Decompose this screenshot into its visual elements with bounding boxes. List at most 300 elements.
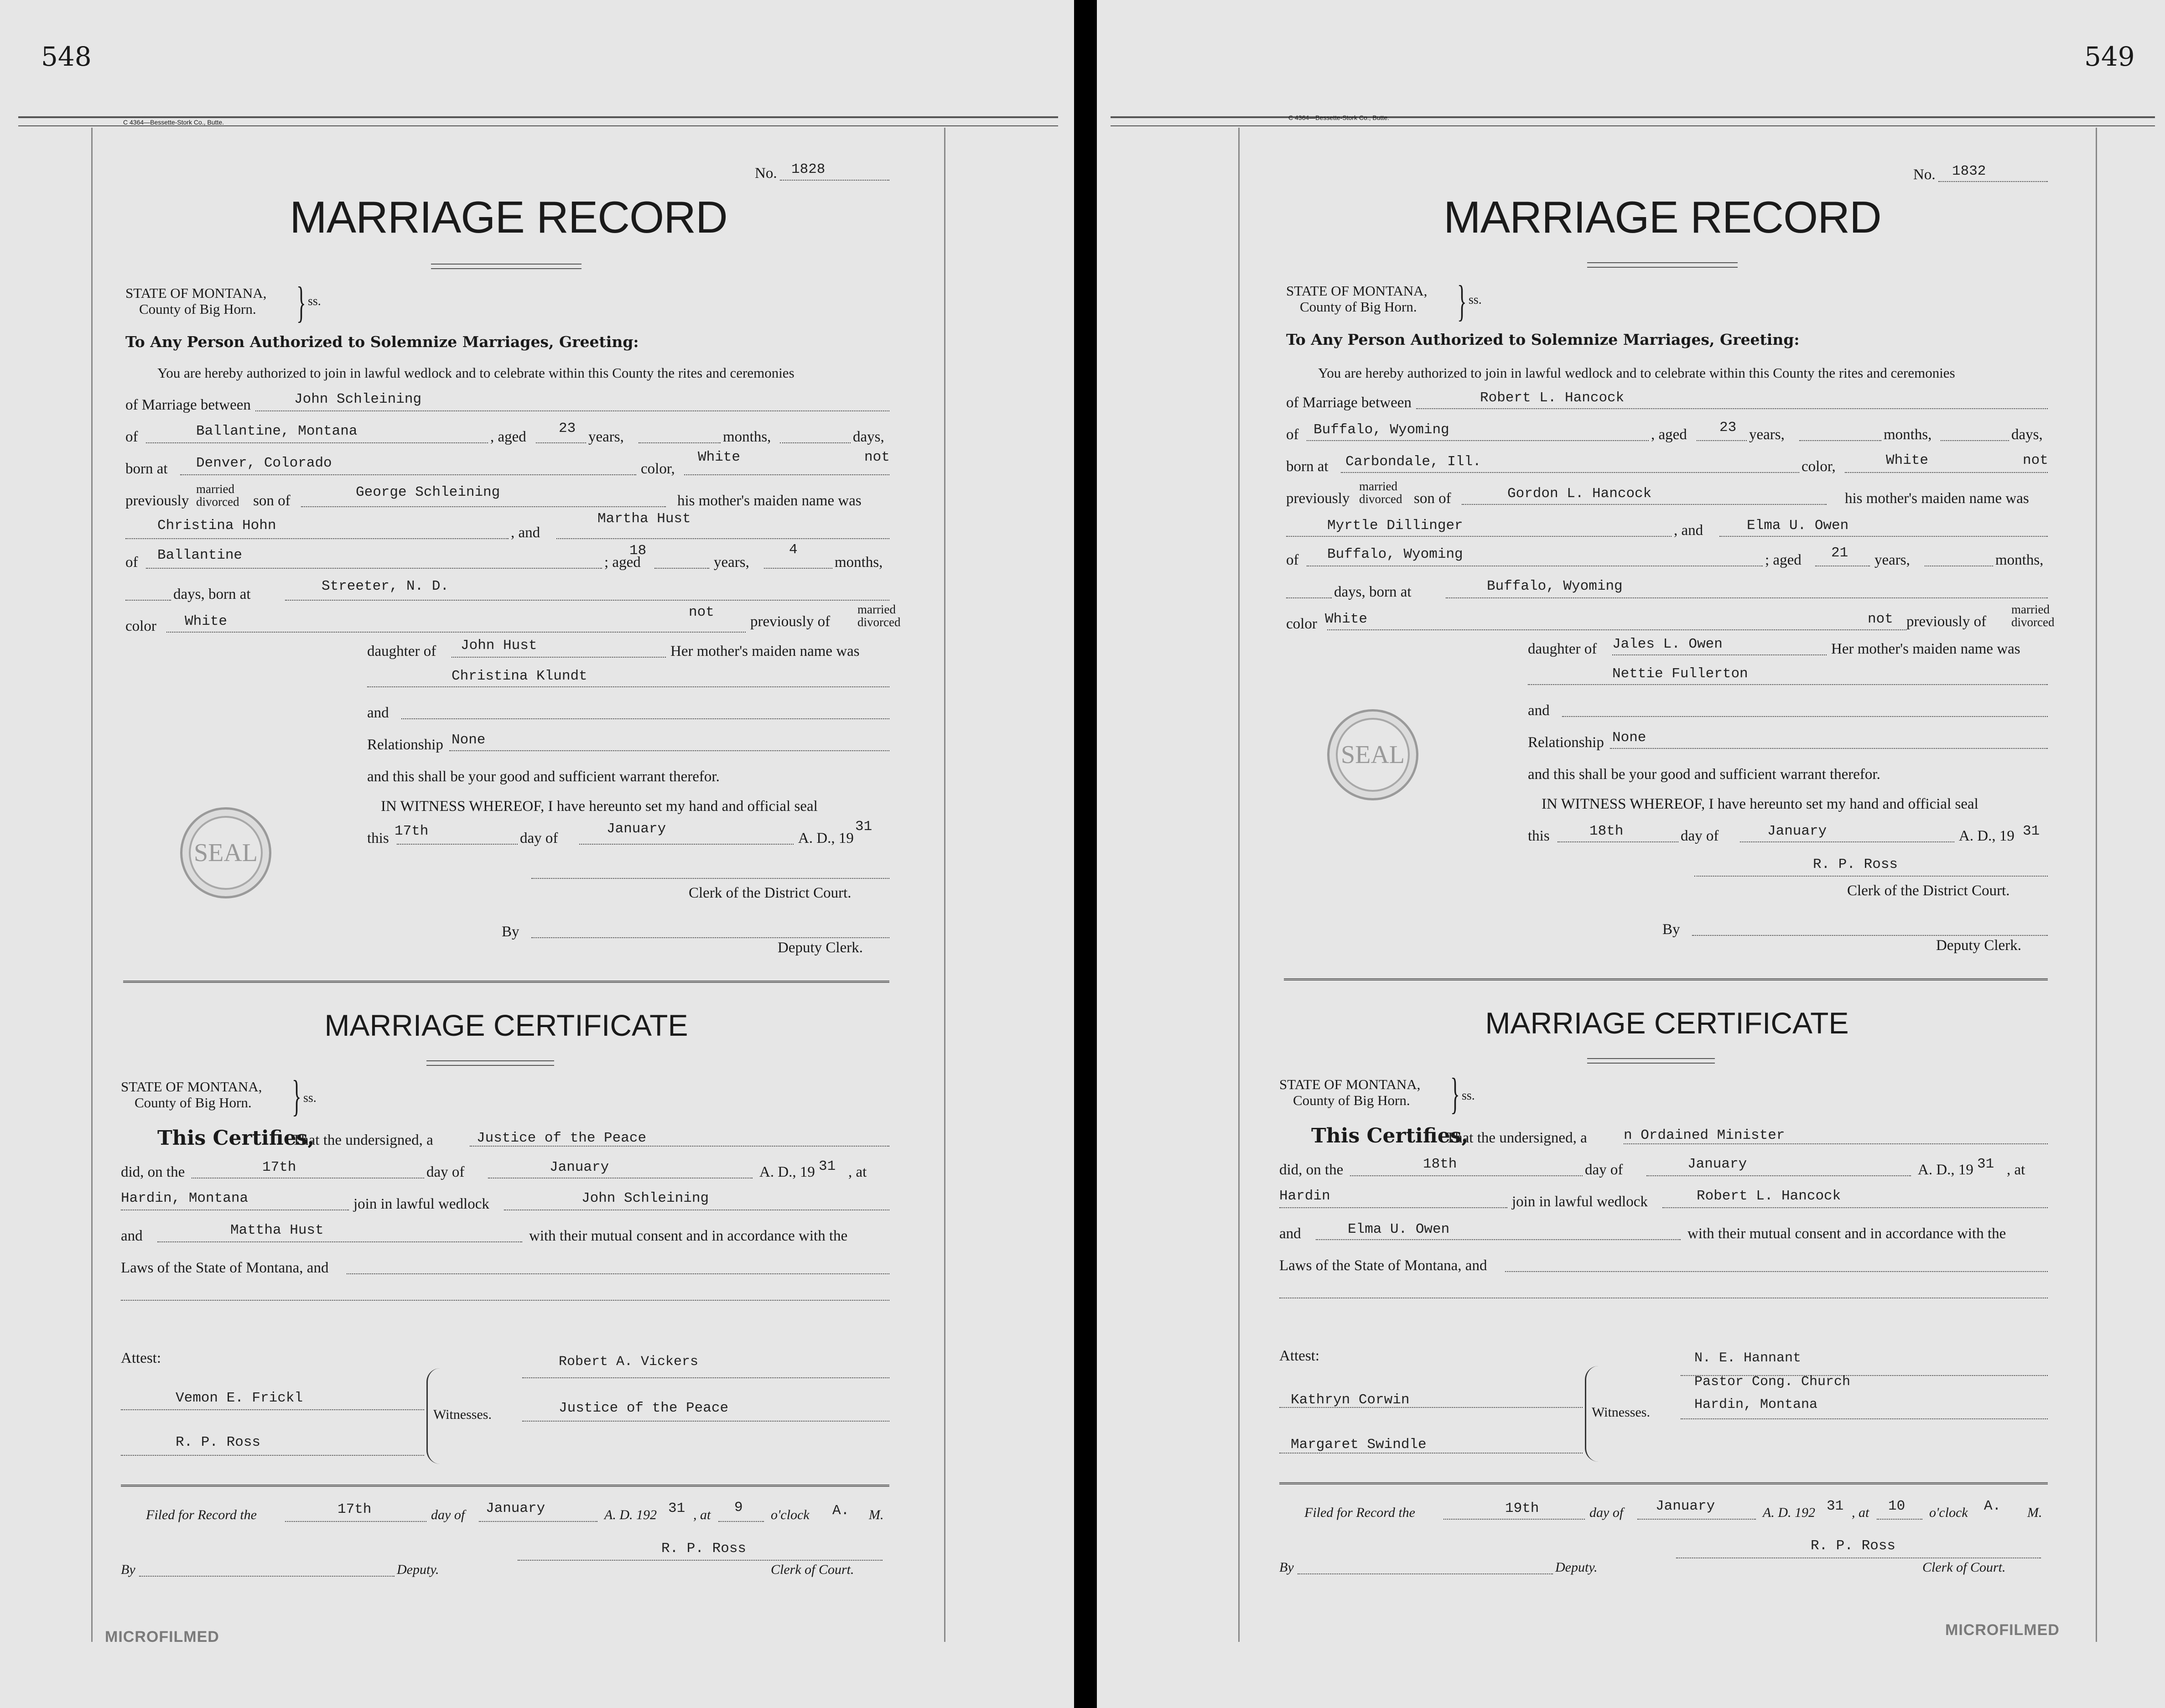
state-label: STATE OF MONTANA, <box>1279 1076 1421 1092</box>
margin-rule <box>2096 128 2097 1642</box>
rule-line <box>780 442 851 443</box>
label: years, <box>588 429 624 445</box>
label: married <box>1359 479 1397 493</box>
rule-line <box>1298 1573 1553 1574</box>
rule-line <box>1286 536 1672 537</box>
intro-text: You are hereby authorized to join in lawful wedlock and to celebrate within this County the rites and ceremonies <box>1318 365 1955 381</box>
groom-age-years: 23 <box>559 421 576 436</box>
groom-father: Gordon L. Hancock <box>1507 486 1652 502</box>
rule-line <box>1719 536 2048 537</box>
label: did, on the <box>1279 1162 1344 1178</box>
filed-clerk: R. P. Ross <box>661 1541 747 1557</box>
rule-line <box>1462 504 1827 505</box>
rule-line <box>121 1409 424 1410</box>
official-seal: SEAL <box>1327 709 1418 800</box>
label: o'clock <box>771 1507 810 1522</box>
label: Relationship <box>1528 734 1604 751</box>
label: day of <box>1589 1505 1624 1520</box>
rule-line <box>531 937 889 938</box>
label: years, <box>1749 426 1785 443</box>
label: months, <box>835 554 883 571</box>
bride-age-months: 4 <box>789 542 798 558</box>
rule-line <box>1505 1271 2048 1272</box>
rule-line <box>1307 440 1649 441</box>
groom-not: not <box>864 449 890 465</box>
record-number-label: No. <box>1913 166 1936 183</box>
issue-year: 31 <box>2023 823 2040 839</box>
label: A. D., 19 <box>1918 1162 1973 1178</box>
filed-day: 19th <box>1505 1500 1539 1516</box>
state-label: STATE OF MONTANA, <box>1286 283 1428 299</box>
label: day of <box>431 1507 465 1522</box>
label: day of <box>1585 1162 1623 1178</box>
filed-ampm: A. <box>832 1503 850 1519</box>
brace: } <box>1450 1069 1460 1118</box>
label: , and <box>511 524 540 541</box>
issue-month: January <box>1767 823 1827 839</box>
filed-ampm: A. <box>1984 1498 2001 1514</box>
rule-line <box>1286 597 1332 598</box>
record-number: 1832 <box>1952 163 1986 179</box>
label: divorced <box>196 495 239 509</box>
label: born at <box>1286 458 1329 475</box>
groom-name: Robert L. Hancock <box>1480 390 1625 406</box>
label: days, <box>2011 426 2043 443</box>
intro-text: You are hereby authorized to join in lawful wedlock and to celebrate within this County the rites and ceremonies <box>157 365 794 381</box>
label: color, <box>1802 458 1836 475</box>
rule-line <box>1938 181 2048 182</box>
label: divorced <box>857 615 901 629</box>
label: did, on the <box>121 1164 185 1180</box>
rule-line <box>1877 1519 1922 1520</box>
label: months, <box>1884 426 1932 443</box>
label: years, <box>714 554 749 571</box>
label: By <box>502 924 519 940</box>
bride-not: not <box>689 604 714 620</box>
label: join in lawful wedlock <box>1512 1194 1648 1210</box>
filed-clerk: R. P. Ross <box>1811 1538 1896 1554</box>
state-label: STATE OF MONTANA, <box>121 1079 262 1095</box>
rule-line <box>1692 935 2048 936</box>
deputy-clerk-label: Deputy Clerk. <box>1936 937 2021 954</box>
label: color <box>125 618 156 634</box>
label: months, <box>1995 552 2044 568</box>
margin-rule <box>944 128 945 1642</box>
label: A. D. 192 <box>604 1507 657 1522</box>
bride-not: not <box>1868 611 1893 627</box>
label: , at <box>2007 1162 2025 1178</box>
label: daughter of <box>1528 641 1597 657</box>
rule-line <box>1316 1239 1681 1240</box>
brace: } <box>296 278 306 327</box>
filed-label: Filed for Record the <box>146 1507 257 1522</box>
officiant: n Ordained Minister <box>1624 1127 1785 1143</box>
page-number: 549 <box>2084 41 2135 72</box>
rule-line <box>146 442 488 443</box>
groom-color: White <box>1886 452 1929 468</box>
attest-label: Attest: <box>121 1350 161 1366</box>
label: By <box>1279 1560 1294 1575</box>
bride-color: White <box>185 613 228 629</box>
cert-year: 31 <box>1977 1156 1994 1172</box>
section-divider <box>1279 1482 2048 1485</box>
rule-line <box>579 844 794 845</box>
greeting: To Any Person Authorized to Solemnize Marriages, Greeting: <box>125 333 639 351</box>
officiant-signature <box>559 1355 698 1369</box>
rule-line <box>780 180 889 181</box>
rule-line <box>1646 1175 1911 1176</box>
county-label: County of Big Horn. <box>135 1095 252 1111</box>
rule-line <box>522 1377 889 1378</box>
rule-line <box>255 410 889 411</box>
attest-label: Attest: <box>1279 1348 1319 1364</box>
rule-line <box>1941 440 2009 441</box>
label: married <box>196 482 234 496</box>
label: this <box>367 830 389 846</box>
label: By <box>1662 921 1680 938</box>
groom-birthplace: Denver, Colorado <box>196 455 332 471</box>
left-page <box>0 0 1074 1708</box>
rule-line <box>285 1521 426 1522</box>
issue-day: 18th <box>1589 823 1624 839</box>
margin-rule <box>1238 128 1240 1642</box>
rule-line <box>718 1521 764 1522</box>
label: previously <box>125 493 189 509</box>
label: Her mother's maiden name was <box>670 643 860 659</box>
rule-line <box>1612 654 1827 655</box>
label: day of <box>520 830 558 846</box>
rule-line <box>1694 876 2048 877</box>
label: days, born at <box>1334 584 1412 600</box>
rule-line <box>639 442 721 443</box>
rule-line <box>401 718 889 719</box>
clerk-name: R. P. Ross <box>1813 857 1898 872</box>
section-divider <box>121 1485 889 1487</box>
rule-line <box>1341 472 1799 473</box>
filed-label: Filed for Record the <box>1304 1505 1415 1520</box>
officiant-name: N. E. Hannant <box>1694 1350 1802 1366</box>
right-page <box>1097 0 2165 1708</box>
bride-residence: Ballantine <box>157 547 243 563</box>
cert-month: January <box>1687 1156 1747 1172</box>
deputy-clerk-label: Deputy Clerk. <box>778 940 863 956</box>
rule-line <box>1558 841 1678 842</box>
rule-line <box>166 632 746 633</box>
top-rule <box>1111 125 2155 126</box>
label: of <box>1286 552 1299 568</box>
bride-name: Elma U. Owen <box>1747 518 1849 534</box>
label: son of <box>253 493 291 509</box>
label: son of <box>1414 490 1451 507</box>
rule-line <box>1279 1453 1583 1454</box>
cert-year: 31 <box>819 1158 836 1174</box>
certificate-title: MARRIAGE CERTIFICATE <box>1485 1006 1849 1040</box>
label: , aged <box>490 429 526 445</box>
rule-line <box>1327 629 1906 630</box>
record-title: MARRIAGE RECORD <box>290 192 727 242</box>
witnesses-label: Witnesses. <box>1592 1405 1650 1420</box>
label: , aged <box>1651 426 1687 443</box>
rule-line <box>121 1300 889 1301</box>
cert-day: 17th <box>262 1159 296 1175</box>
label: previously of <box>1906 613 1987 630</box>
label: That the undersigned, a <box>292 1132 433 1148</box>
relationship: None <box>452 732 486 748</box>
officiant: Justice of the Peace <box>477 1130 647 1146</box>
ss-label: ss. <box>303 1091 317 1105</box>
groom-name: John Schleining <box>294 391 422 407</box>
rule-line <box>1528 684 2048 685</box>
issue-month: January <box>607 821 666 837</box>
label: of <box>125 554 138 571</box>
label: born at <box>125 461 168 477</box>
label: ; aged <box>604 554 641 571</box>
label: By <box>121 1562 135 1577</box>
microfilmed-stamp: MICROFILMED <box>105 1628 219 1646</box>
cert-day: 18th <box>1423 1156 1457 1172</box>
ss-label: ss. <box>1469 293 1482 307</box>
filed-year: 31 <box>1827 1498 1844 1514</box>
label: M. <box>869 1507 884 1522</box>
rule-line <box>1443 1519 1585 1520</box>
label: this <box>1528 828 1550 844</box>
label: married <box>2011 602 2050 616</box>
rule-line <box>449 750 889 751</box>
cert-place: Hardin <box>1279 1188 1330 1204</box>
cert-bride: Mattha Hust <box>230 1222 324 1238</box>
rule-line <box>536 442 586 443</box>
county-label: County of Big Horn. <box>1293 1092 1410 1108</box>
relationship: None <box>1612 730 1646 746</box>
rule-line <box>556 538 889 539</box>
filed-hour: 9 <box>734 1500 743 1516</box>
label: daughter of <box>367 643 436 659</box>
rule-line <box>157 1241 522 1242</box>
groom-residence: Buffalo, Wyoming <box>1314 422 1449 438</box>
label: color <box>1286 616 1317 632</box>
label: and <box>1528 702 1550 719</box>
rule-line <box>1562 716 2048 717</box>
title-ornament <box>1587 1058 1715 1064</box>
rule-line <box>1681 1418 2048 1419</box>
label: previously of <box>750 613 831 630</box>
witness-whereof: IN WITNESS WHEREOF, I have hereunto set my hand and official seal <box>381 798 818 815</box>
label: previously <box>1286 490 1350 507</box>
attest-witness-1: Kathryn Corwin <box>1291 1392 1410 1408</box>
brace: } <box>292 1071 301 1120</box>
warrant-text: and this shall be your good and sufficient warrant therefor. <box>367 768 720 785</box>
groom-not: not <box>2023 452 2048 468</box>
rule-line <box>397 844 518 845</box>
cert-place: Hardin, Montana <box>121 1190 249 1206</box>
rule-line <box>1740 841 1954 842</box>
bride-color: White <box>1325 611 1368 627</box>
county-label: County of Big Horn. <box>139 301 256 317</box>
label: of Marriage between <box>1286 395 1412 411</box>
page-number: 548 <box>41 41 92 72</box>
label: Her mother's maiden name was <box>1831 641 2020 657</box>
filed-year: 31 <box>668 1500 685 1516</box>
label: Deputy. <box>1555 1560 1598 1575</box>
top-rule <box>18 116 1058 118</box>
label: of Marriage between <box>125 397 251 413</box>
label: of <box>1286 426 1299 443</box>
rule-line <box>347 1273 889 1274</box>
rule-line <box>125 600 171 601</box>
bride-residence: Buffalo, Wyoming <box>1327 546 1463 562</box>
cert-groom: Robert L. Hancock <box>1697 1188 1841 1204</box>
label: color, <box>641 461 675 477</box>
clerk-of-court-label: Clerk of Court. <box>1922 1560 2006 1575</box>
rule-line <box>125 538 509 539</box>
printer-imprint: C 4364—Bessette-Stork Co., Butte. <box>123 119 224 126</box>
bride-age-years: 18 <box>629 543 647 559</box>
officiant-title: Justice of the Peace <box>559 1400 729 1416</box>
groom-mother: Myrtle Dillinger <box>1327 518 1463 534</box>
attest-witness-2: Margaret Swindle <box>1291 1437 1427 1453</box>
officiant-name: Robert A. Vickers <box>559 1354 699 1370</box>
margin-rule <box>91 128 93 1642</box>
label: , at <box>693 1507 711 1522</box>
rule-line <box>531 878 889 879</box>
groom-father: George Schleining <box>356 484 500 500</box>
this-certifies: This Certifies, <box>157 1127 315 1150</box>
record-title: MARRIAGE RECORD <box>1443 192 1881 242</box>
filed-hour: 10 <box>1888 1498 1905 1514</box>
label: divorced <box>2011 615 2055 629</box>
rule-line <box>139 1576 395 1577</box>
brace: } <box>1457 276 1467 325</box>
title-ornament <box>431 264 581 269</box>
label: ; aged <box>1765 552 1802 568</box>
warrant-text: and this shall be your good and sufficient warrant therefor. <box>1528 766 1880 783</box>
issue-year: 31 <box>855 819 872 835</box>
rule-line <box>654 568 709 569</box>
cert-groom: John Schleining <box>581 1190 709 1206</box>
rule-line <box>522 1421 889 1422</box>
rule-line <box>1624 1143 2048 1144</box>
rule-line <box>121 1455 424 1456</box>
label: months, <box>723 429 771 445</box>
officiant-title: Pastor Cong. Church <box>1694 1374 1851 1390</box>
label: married <box>857 602 896 616</box>
label: his mother's maiden name was <box>1845 490 2029 507</box>
filed-month: January <box>1656 1498 1715 1514</box>
married-divorced <box>1359 480 1402 505</box>
witness-whereof: IN WITNESS WHEREOF, I have hereunto set my hand and official seal <box>1542 796 1978 812</box>
label: A. D., 19 <box>798 830 854 846</box>
label: with their mutual consent and in accordance with the <box>1687 1225 2006 1242</box>
cert-bride: Elma U. Owen <box>1348 1221 1450 1237</box>
bride-father: John Hust <box>461 638 537 654</box>
rule-line <box>1350 1175 1583 1176</box>
rule-line <box>1845 472 2048 473</box>
printer-imprint: C 4364—Bessette-Stork Co., Butte. <box>1288 114 1389 121</box>
filed-month: January <box>486 1500 545 1516</box>
label: A. D., 19 <box>759 1164 815 1180</box>
rule-line <box>1416 408 2048 409</box>
married-divorced <box>857 603 900 628</box>
label: , at <box>1852 1505 1869 1520</box>
attest-witness-1: Vemon E. Frickl <box>176 1390 303 1406</box>
officiant-signature <box>1694 1351 1850 1412</box>
witnesses-label: Witnesses. <box>433 1407 492 1422</box>
groom-age-years: 23 <box>1719 420 1737 436</box>
label: M. <box>2027 1505 2042 1520</box>
rule-line <box>301 506 666 507</box>
groom-mother: Christina Hohn <box>157 518 276 534</box>
married-divorced <box>196 483 239 508</box>
label: and <box>1279 1225 1301 1242</box>
rule-line <box>1662 1207 2048 1208</box>
bride-birthplace: Streeter, N. D. <box>322 578 449 594</box>
rule-line <box>1279 1207 1507 1208</box>
ss-label: ss. <box>1462 1089 1475 1103</box>
microfilmed-stamp: MICROFILMED <box>1945 1621 2060 1639</box>
label: Laws of the State of Montana, and <box>121 1260 329 1276</box>
rule-line <box>764 568 832 569</box>
label: Deputy. <box>397 1562 439 1577</box>
bride-name: Martha Hust <box>597 511 691 527</box>
official-seal: SEAL <box>180 807 271 898</box>
label: That the undersigned, a <box>1446 1130 1587 1146</box>
label: years, <box>1874 552 1910 568</box>
bride-birthplace: Buffalo, Wyoming <box>1487 578 1623 594</box>
label: day of <box>426 1164 465 1180</box>
rule-line <box>180 474 636 475</box>
label: divorced <box>1359 492 1402 506</box>
label: o'clock <box>1929 1505 1968 1520</box>
rule-line <box>479 1521 597 1522</box>
groom-color: White <box>698 449 741 465</box>
bride-age-years: 21 <box>1831 545 1848 561</box>
officiant-location: Hardin, Montana <box>1694 1397 1818 1412</box>
rule-line <box>367 686 889 687</box>
top-rule <box>1111 116 2155 118</box>
married-divorced <box>2011 603 2054 628</box>
bride-mother: Nettie Fullerton <box>1612 666 1748 682</box>
rule-line <box>452 657 666 658</box>
rule-line <box>518 1560 883 1561</box>
title-ornament <box>426 1060 554 1066</box>
section-divider <box>1284 978 2048 981</box>
label: Laws of the State of Montana, and <box>1279 1257 1487 1274</box>
bride-mother: Christina Klundt <box>452 668 587 684</box>
clerk-of-court-label: Clerk of Court. <box>771 1562 854 1577</box>
certificate-title: MARRIAGE CERTIFICATE <box>324 1008 688 1042</box>
filed-day: 17th <box>337 1501 372 1517</box>
county-label: County of Big Horn. <box>1300 299 1417 315</box>
attest-witness-2: R. P. Ross <box>176 1434 261 1450</box>
label: A. D. 192 <box>1763 1505 1815 1520</box>
section-divider <box>123 981 889 983</box>
clerk-label: Clerk of the District Court. <box>689 885 851 901</box>
label: A. D., 19 <box>1959 828 2014 844</box>
label: day of <box>1681 828 1719 844</box>
rule-line <box>146 568 602 569</box>
ss-label: ss. <box>308 294 321 308</box>
label: , at <box>848 1164 867 1180</box>
rule-line <box>684 474 889 475</box>
label: join in lawful wedlock <box>353 1196 489 1212</box>
title-ornament <box>1587 262 1738 268</box>
label: days, born at <box>173 586 251 602</box>
groom-residence: Ballantine, Montana <box>196 423 358 439</box>
rule-line <box>1446 597 2048 598</box>
clerk-label: Clerk of the District Court. <box>1847 883 2010 899</box>
rule-line <box>285 600 889 601</box>
rule-line <box>1697 440 1747 441</box>
